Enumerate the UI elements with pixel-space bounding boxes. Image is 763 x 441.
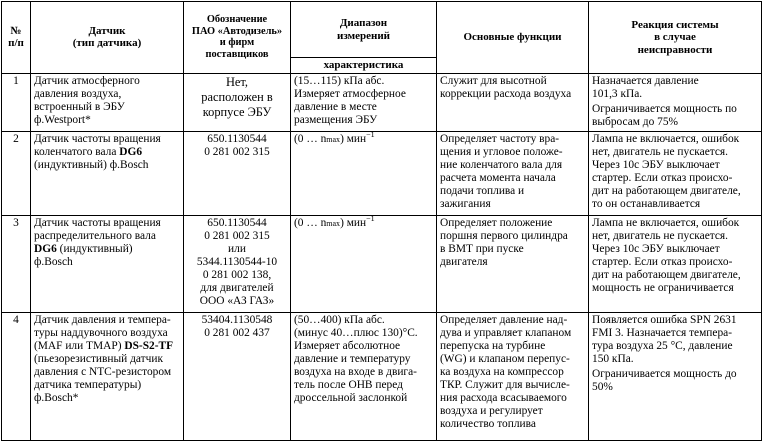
table-row — [2, 215, 762, 312]
sensor-model: DG6 — [34, 242, 57, 255]
designation-cell: 650.1130544 0 281 002 315 — [184, 131, 291, 215]
table-row — [2, 312, 762, 440]
sensor-cell: Датчик атмосферного давления воздуха, встроенный в ЭБУ ф.Westport* — [31, 73, 184, 131]
header-row — [2, 2, 762, 58]
sensor-cell: Датчик частоты вращения коленчатого вала DG6 (индуктивный) ф.Bosch — [31, 131, 184, 215]
designation-cell: Нет, расположен в корпусе ЭБУ — [184, 73, 291, 131]
header-functions: Основные функции — [437, 2, 589, 74]
range-cell: (0 … nmax) мин$^{-1}$ — [291, 131, 437, 215]
sensor-model: DS-S2-TF — [124, 339, 174, 352]
function-cell: Определяет частоту вра- щения и угловое положе- ние коленчатого вала для расчета момента начала подачи топлива и зажигания — [437, 131, 589, 215]
reaction-cell: Назначается давление 101,3 кПа. Ограничивается мощность по выбросам до 75% — [589, 73, 762, 131]
range-cell: (50…400) кПа абс. (минус 40…плюс 130)°С. Измеряет абсолютное давление и температуру воздуха на входе в двига- тель после ОНВ перед дроссельной заслонкой — [291, 312, 437, 440]
row-number: 4 — [2, 312, 31, 440]
reaction-cell: Лампа не включается, ошибок нет, двигатель не пускается. Через 10с ЭБУ выключает стартер. Если отказ происхо- дит на работающем двигателе, мощность не ограничивается — [589, 215, 762, 312]
table-row — [2, 131, 762, 215]
header-designation: Обозначение ПАО «Автодизель» и фирм поставщиков — [184, 2, 291, 74]
sensor-table — [1, 1, 762, 441]
function-cell: Определяет давление над- дува и управляет клапаном перепуска на турбине (WG) и клапаном перепус- ка воздуха на компрессор ТКР. Служит для вычисле- ния расхода всасываемого воздуха и регулирует количество топлива — [437, 312, 589, 440]
table-row — [2, 73, 762, 131]
sensor-cell: Датчик частоты вращения распределительного вала DG6 (индуктивный) ф.Bosch — [31, 215, 184, 312]
range-cell: (0 … nmax) мин$^{-1}$ — [291, 215, 437, 312]
row-number: 3 — [2, 215, 31, 312]
reaction-cell: Лампа не включается, ошибок нет, двигатель не пускается. Через 10с ЭБУ выключает стартер. Если отказ происхо- дит на работающем двигателе, то он останавливается — [589, 131, 762, 215]
row-number: 2 — [2, 131, 31, 215]
header-characteristic: характеристика — [291, 58, 437, 74]
sensor-cell: Датчик давления и темпера- туры наддувочного воздуха (MAF или TMAP) DS-S2-TF (пьезорезистивный датчик давления с NTC-резистором датчика температуры) ф.Bosch* — [31, 312, 184, 440]
header-range: Диапазон измерений — [291, 2, 437, 58]
reaction-cell: Появляется ошибка SPN 2631 FMI 3. Назначается темпера- тура воздуха 25 °С, давление 150 кПа. Ограничивается мощность до 50% — [589, 312, 762, 440]
designation-cell: 650.1130544 0 281 002 315 или 5344.1130544-10 0 281 002 138, для двигателей ООО «АЗ ГАЗ» — [184, 215, 291, 312]
sensor-model: DG6 — [119, 145, 143, 158]
function-cell: Определяет положение поршня первого цилиндра в ВМТ при пуске двигателя — [437, 215, 589, 312]
function-cell: Служит для высотной коррекции расхода воздуха — [437, 73, 589, 131]
header-sensor: Датчик (тип датчика) — [31, 2, 184, 74]
range-cell: (15…115) кПа абс. Измеряет атмосферное давление в месте размещения ЭБУ — [291, 73, 437, 131]
header-num: № п/п — [2, 2, 31, 74]
row-number: 1 — [2, 73, 31, 131]
designation-cell: 53404.1130548 0 281 002 437 — [184, 312, 291, 440]
header-reaction: Реакция системы в случае неисправности — [589, 2, 762, 74]
